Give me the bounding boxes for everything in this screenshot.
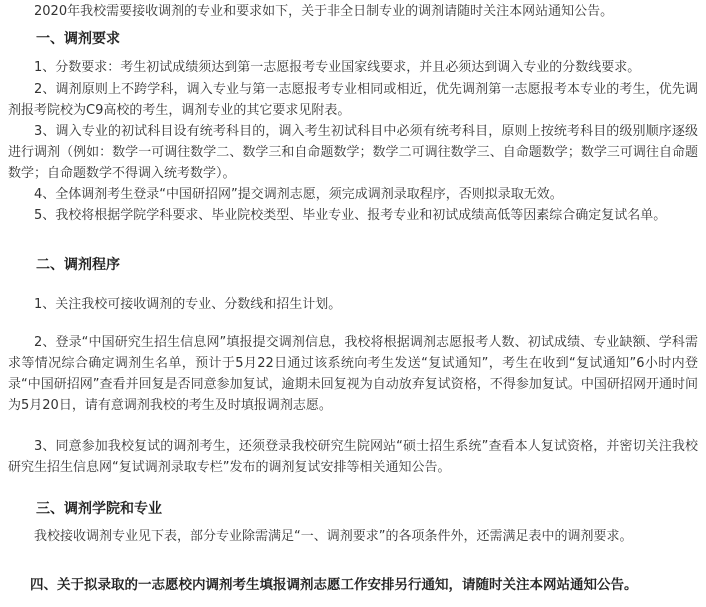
requirement-item-4: 4、全体调剂考生登录“中国研招网”提交调剂志愿，须完成调剂录取程序，否则拟录取无效。 xyxy=(34,187,563,202)
requirement-item-1: 1、分数要求：考生初试成绩须达到第一志愿报考专业国家线要求，并且必须达到调入专业的分数线要求。 xyxy=(34,60,641,75)
requirement-item-2: 2、调剂原则上不跨学科，调入专业与第一志愿报考专业相同或相近，优先调剂第一志愿报考本专业的考生，优先调剂报考院校为C9高校的考生，调剂专业的其它要求见附表。 xyxy=(8,82,698,118)
procedure-item-3: 3、同意参加我校复试的调剂考生，还须登录我校研究生院网站“硕士招生系统”查看本人复试资格，并密切关注我校研究生招生信息网“复试调剂录取专栏”发布的调剂复试安排等相关通知公告。 xyxy=(8,439,698,475)
majors-description: 我校接收调剂专业见下表，部分专业除需满足“一、调剂要求”的各项条件外，还需满足表中的调剂要求。 xyxy=(34,529,633,544)
section-heading-notice: 四、关于拟录取的一志愿校内调剂考生填报调剂志愿工作安排另行通知，请随时关注本网站通知公告。 xyxy=(30,577,638,593)
procedure-item-1: 1、关注我校可接收调剂的专业、分数线和招生计划。 xyxy=(34,297,342,312)
requirement-item-5: 5、我校将根据学院学科要求、毕业院校类型、毕业专业、报考专业和初试成绩高低等因素综合确定复试名单。 xyxy=(34,208,667,223)
section-heading-majors: 三、调剂学院和专业 xyxy=(36,501,162,517)
section-heading-procedure: 二、调剂程序 xyxy=(36,257,120,273)
intro-text: 2020年我校需要接收调剂的专业和要求如下，关于非全日制专业的调剂请随时关注本网站通知公告。 xyxy=(34,4,614,19)
procedure-item-2: 2、登录“中国研究生招生信息网”填报提交调剂信息，我校将根据调剂志愿报考人数、初试成绩、专业缺额、学科需求等情况综合确定调剂生名单，预计于5月22日通过该系统向考生发送“复试通知”，考生在收到“复试通知”6小时内登录“中国研招网”查看并回复是否同意参加复试，逾期未回复视为自动放弃复试资格，不得参加复试。中国研招网开通时间为5月20日，请有意调剂我校的考生及时填报调剂志愿。 xyxy=(8,335,698,413)
section-heading-requirements: 一、调剂要求 xyxy=(36,31,120,47)
requirement-item-3: 3、调入专业的初试科目设有统考科目的，调入考生初试科目中必须有统考科目，原则上按统考科目的级别顺序逐级进行调剂（例如：数学一可调往数学二、数学三和自命题数学；数学二可调往数学三、自命题数学；数学三可调往自命题数学；自命题数学不得调入统考数学）。 xyxy=(8,124,698,181)
